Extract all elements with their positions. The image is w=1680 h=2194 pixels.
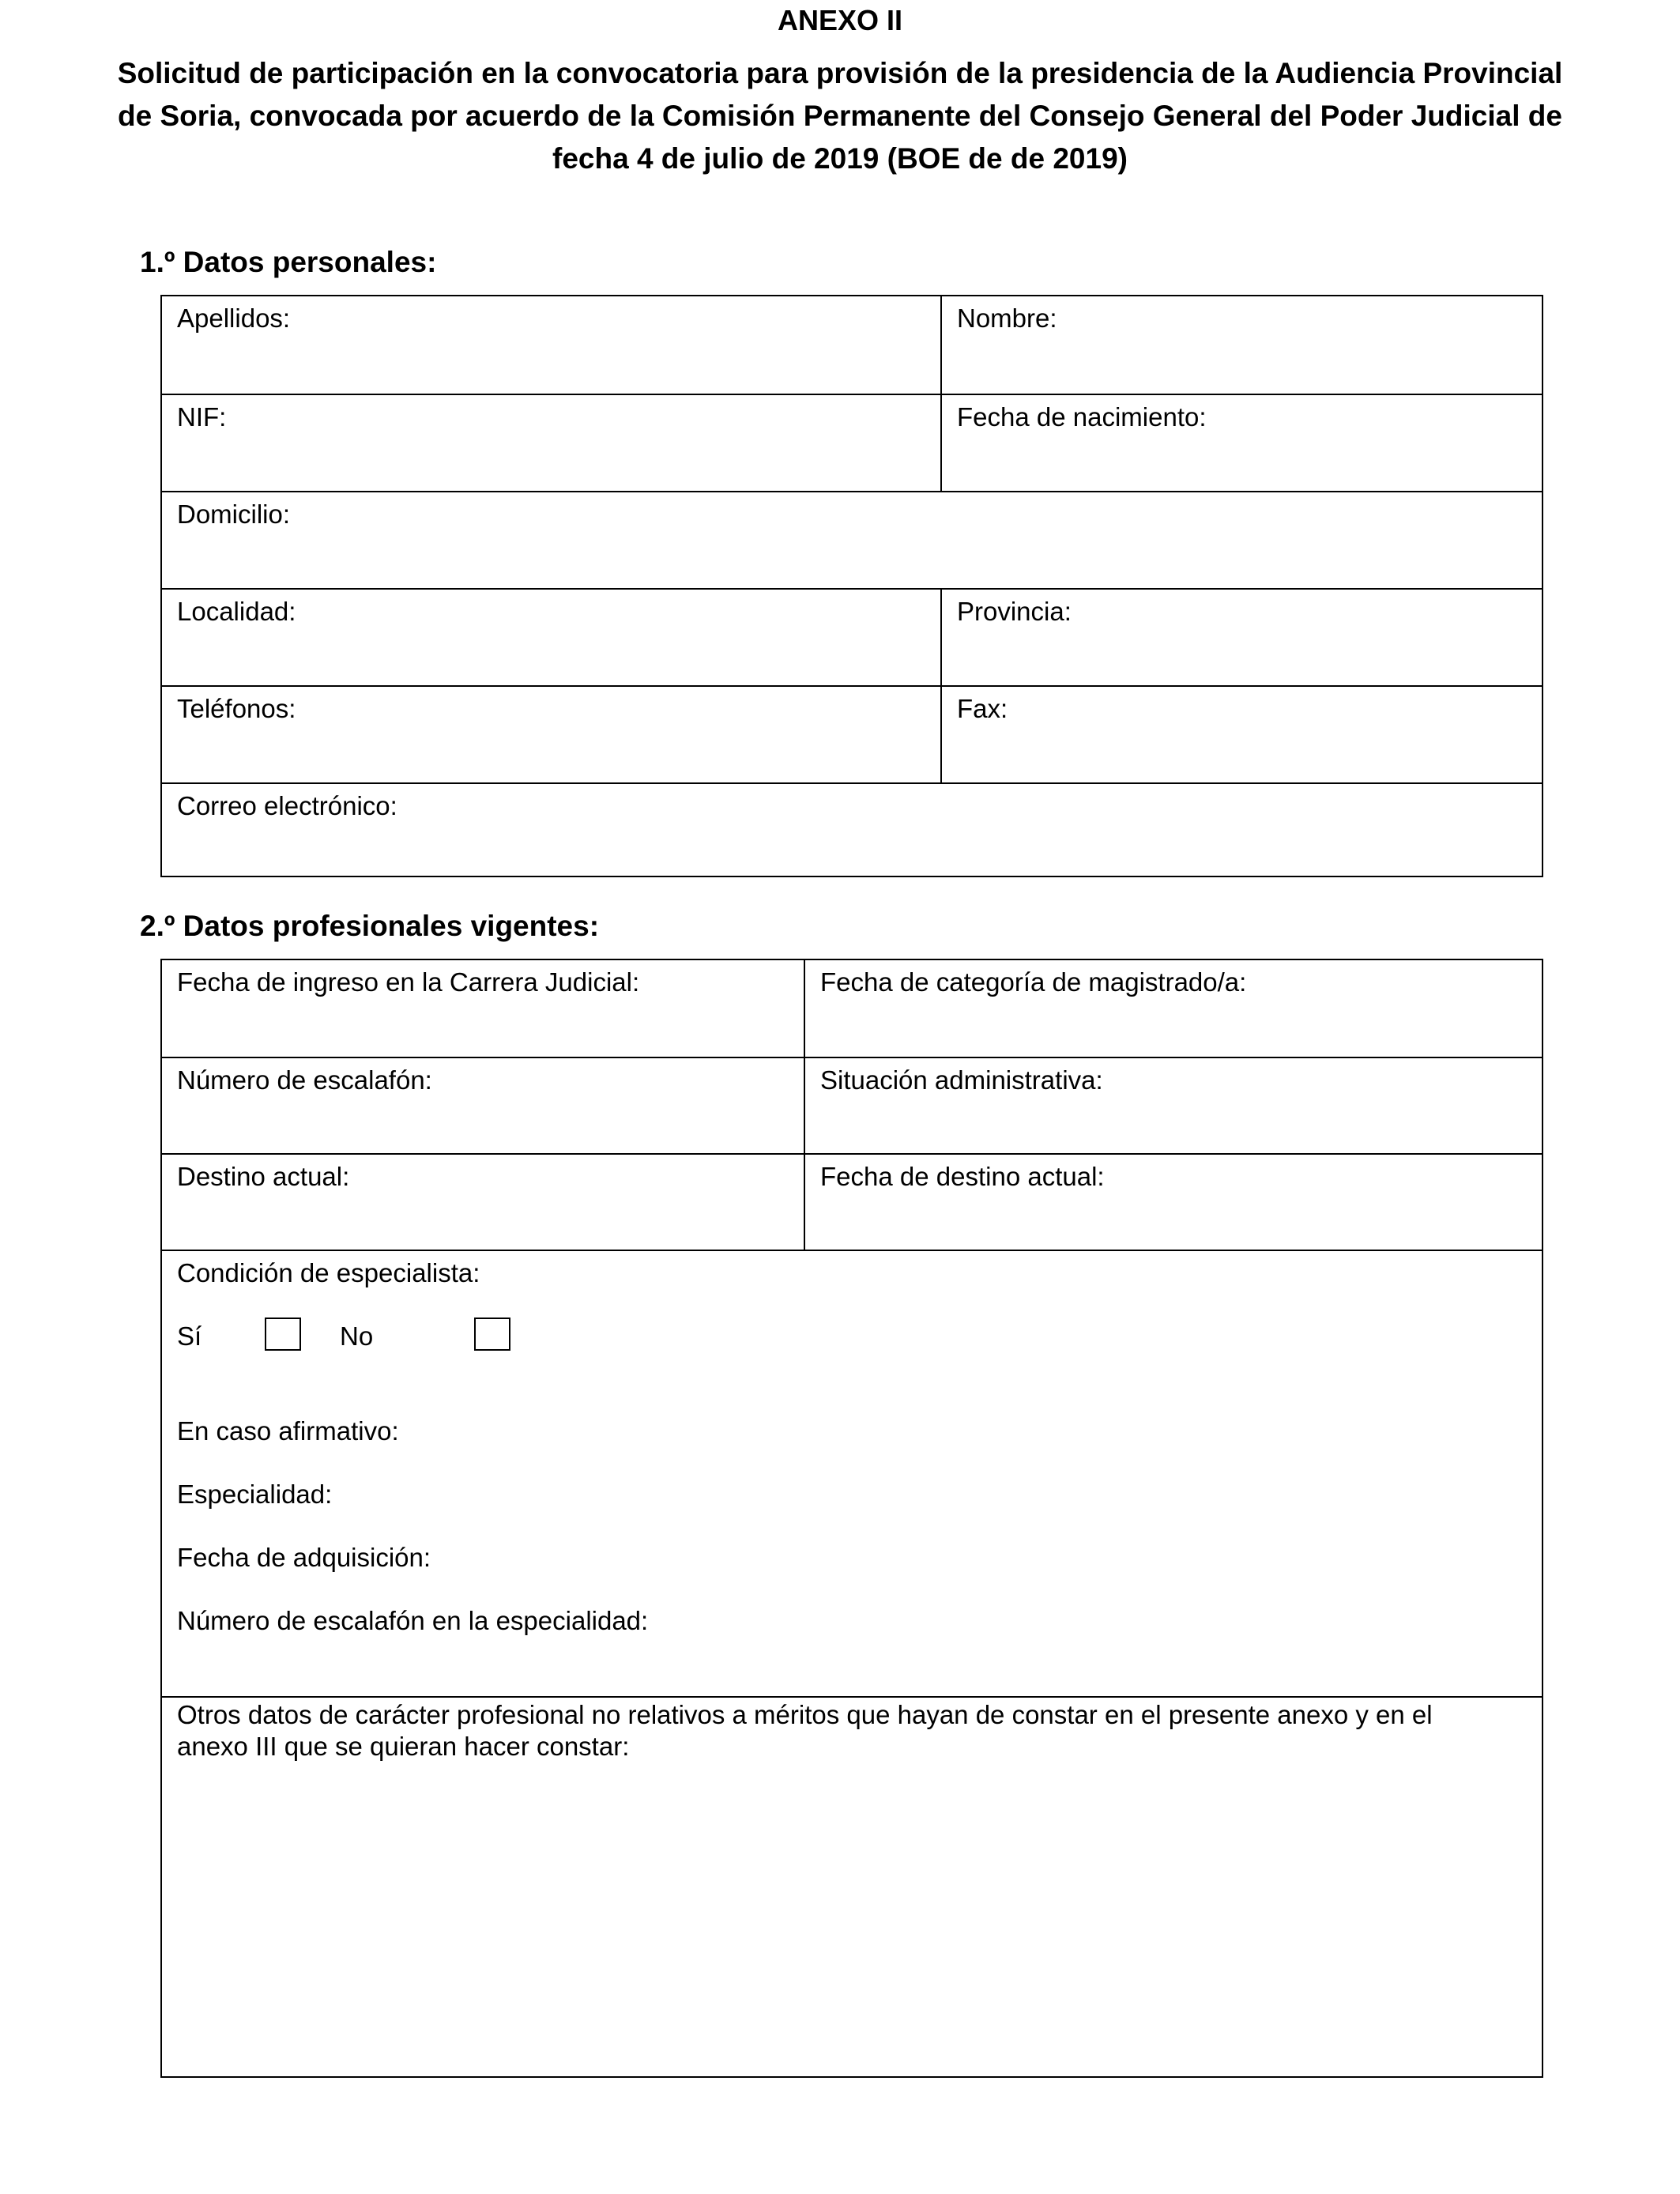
caso-afirmativo-label: En caso afirmativo: [177,1416,399,1446]
especialista-label: Condición de especialista: [177,1258,480,1287]
fecha-ingreso-field[interactable]: Fecha de ingreso en la Carrera Judicial: [177,967,640,997]
fecha-categoria-field[interactable]: Fecha de categoría de magistrado/a: [804,960,1542,1057]
table-row [162,782,1542,880]
nombre-field[interactable]: Nombre: [940,296,1542,394]
fecha-destino-field[interactable]: Fecha de destino actual: [804,1155,1542,1250]
document-title: ANEXO II [777,4,903,36]
apellidos-field[interactable]: Apellidos: [177,303,291,333]
personal-data-table [160,295,1543,877]
table-row [162,1153,1542,1250]
situacion-administrativa-field[interactable]: Situación administrativa: [804,1058,1542,1153]
table-row [162,491,1542,588]
especialidad-field[interactable]: Especialidad: [177,1480,333,1509]
domicilio-field[interactable]: Domicilio: [177,499,291,529]
section-1-heading: 1.º Datos personales: [140,246,437,278]
table-row [162,296,1542,394]
numero-escalafon-especialidad-field[interactable]: Número de escalafón en la especialidad: [177,1606,649,1635]
table-row [162,588,1542,685]
otros-datos-field[interactable]: Otros datos de carácter profesional no relativos a méritos que hayan de constar en el presente anexo y en el anexo III que se quieran hacer constar: [177,1700,1433,1761]
professional-data-table [160,959,1543,2078]
birth-date-field[interactable]: Fecha de nacimiento: [940,395,1542,491]
telefonos-field[interactable]: Teléfonos: [177,694,296,723]
document-subtitle: Solicitud de participación en la convocatoria para provisión de la presidencia de la Audiencia Provincial de Soria, convocada por acuerdo de la Comisión Permanente del Consejo General del Poder Judicial de fecha 4 de julio de 2019 (BOE de de 2019) [117,57,1563,175]
table-row [162,1057,1542,1153]
nif-field[interactable]: NIF: [177,402,227,432]
fecha-adquisicion-field[interactable]: Fecha de adquisición: [177,1543,431,1572]
fax-field[interactable]: Fax: [940,687,1542,782]
localidad-field[interactable]: Localidad: [177,597,296,626]
especialista-section [162,1250,1542,1696]
destino-actual-field[interactable]: Destino actual: [177,1162,350,1191]
provincia-field[interactable]: Provincia: [940,590,1542,685]
si-label: Sí [177,1321,202,1351]
numero-escalafon-field[interactable]: Número de escalafón: [177,1065,432,1095]
table-row [162,1696,1542,2081]
section-2-heading: 2.º Datos profesionales vigentes: [140,910,600,942]
table-row [162,394,1542,491]
email-field[interactable]: Correo electrónico: [177,791,397,820]
no-label: No [340,1321,374,1351]
no-checkbox[interactable] [474,1318,510,1351]
si-checkbox[interactable] [265,1318,301,1351]
table-row [162,960,1542,1057]
table-row [162,685,1542,782]
